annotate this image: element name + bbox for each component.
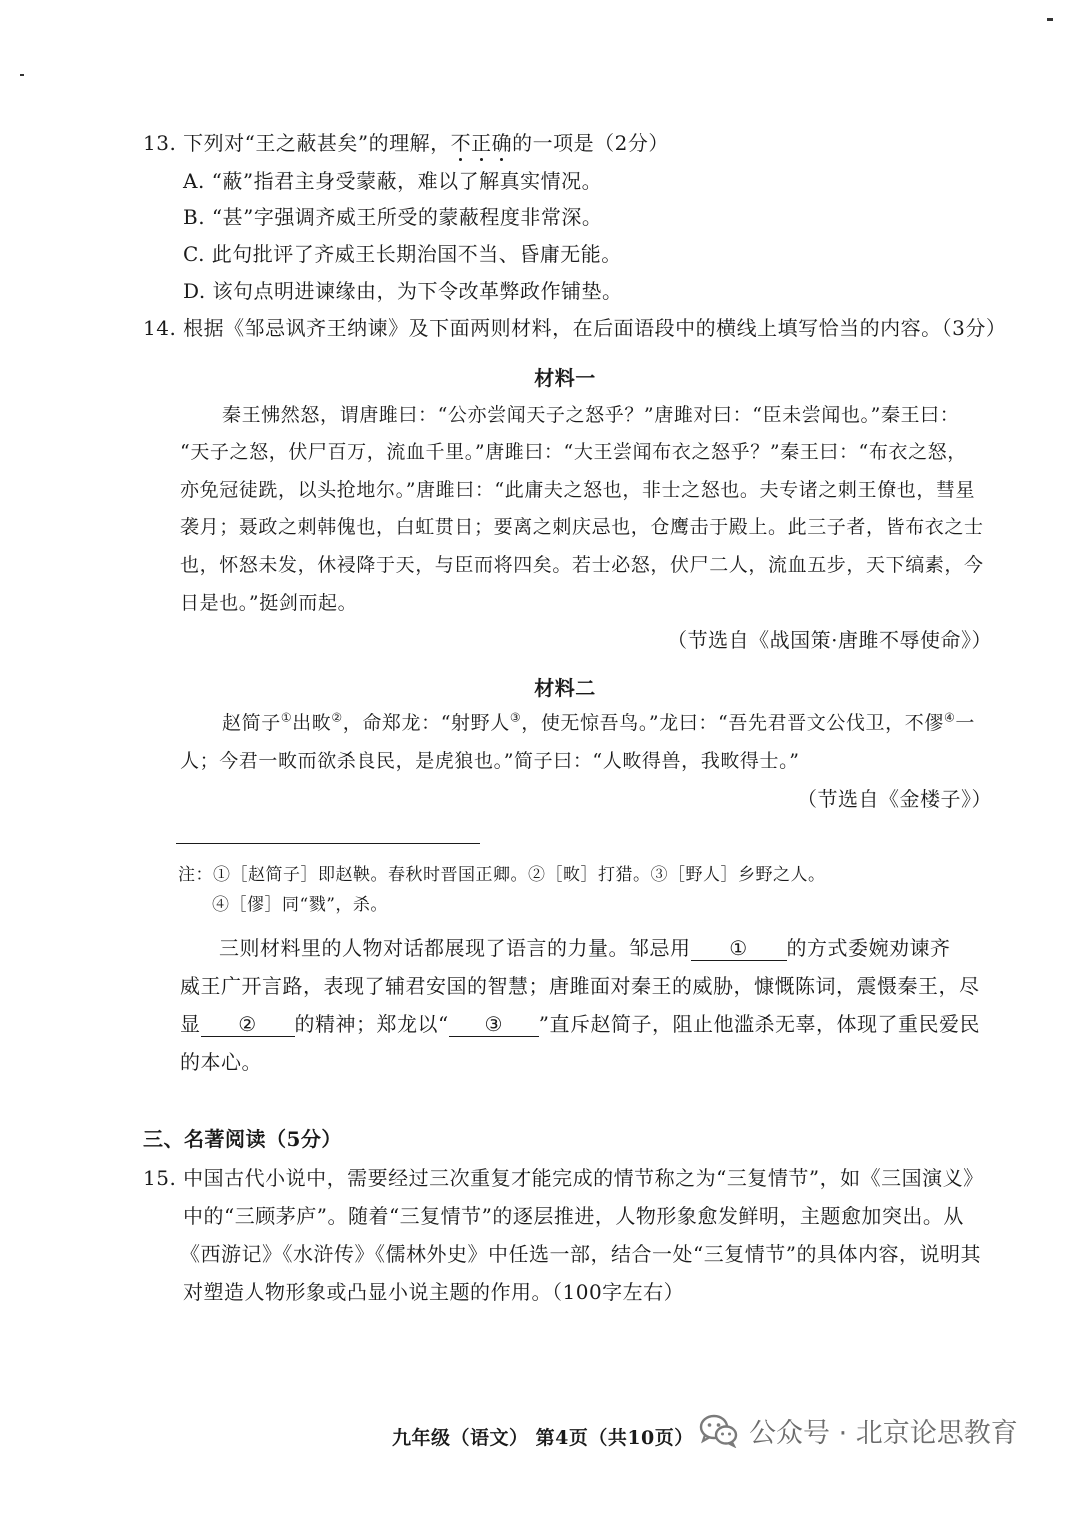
watermark <box>699 1411 1018 1450</box>
passage-text: 显 <box>180 1012 201 1036</box>
q15-number: 15. <box>143 1166 177 1190</box>
passage-line <box>219 932 951 961</box>
material1-line: 日是也。”挺剑而起。 <box>180 592 358 614</box>
q15-line: 《西游记》《水浒传》《儒林外史》中任选一部，结合一处“三复情节”的具体内容，说明其 <box>180 1242 981 1266</box>
answer-blank-1: ① <box>691 936 787 961</box>
material2-text: 出畋 <box>292 712 332 734</box>
material1-line: 秦王怫然怒，谓唐雎曰：“公亦尝闻天子之怒乎？”唐雎对曰：“臣未尝闻也。”秦王曰： <box>222 404 960 426</box>
material2-text: 一 <box>955 712 975 734</box>
q13-stem <box>143 127 669 156</box>
q13-number: 13. <box>143 131 177 155</box>
material2-line <box>222 708 975 735</box>
footnote-mark: ② <box>331 710 343 725</box>
q13-stem-after: 的一项是（2分） <box>512 131 669 155</box>
material2-text: ，使无惊吾鸟。”龙曰：“吾先君晋文公伐卫，不僇 <box>521 712 944 734</box>
watermark-text: 公众号 · 北京论思教育 <box>749 1418 1018 1449</box>
q13-stem-before: 下列对“王之蔽甚矣”的理解， <box>183 131 451 155</box>
footnote-mark: ③ <box>509 710 522 725</box>
material1-line: 袭月；聂政之刺韩傀也，白虹贯日；要离之刺庆忌也，仓鹰击于殿上。此三子者，皆布衣之士 <box>180 516 984 538</box>
emphasis-char: 确 <box>491 131 513 155</box>
section-heading: 三、名著阅读（5分） <box>143 1127 342 1151</box>
q13-option-b: B. “甚”字强调齐威王所受的蒙蔽程度非常深。 <box>183 205 603 229</box>
q15-text: 中国古代小说中，需要经过三次重复才能完成的情节称之为“三复情节”，如《三国演义》 <box>183 1166 984 1190</box>
q13-option-a: A. “蔽”指君主身受蒙蔽，难以了解真实情况。 <box>183 169 603 193</box>
wechat-icon <box>699 1414 739 1448</box>
footnote-line: 注：①［赵简子］即赵鞅。春秋时晋国正卿。②［畋］打猎。③［野人］乡野之人。 <box>178 865 826 885</box>
page-footer: 九年级（语文） 第4页（共10页） <box>392 1427 694 1449</box>
material2-title: 材料二 <box>534 676 596 700</box>
q13-option-c: C. 此句批评了齐威王长期治国不当、昏庸无能。 <box>183 242 622 266</box>
material1-line: 也，怀怒未发，休祲降于天，与臣而将四矣。若士必怒，伏尸二人，流血五步，天下缟素，今 <box>180 554 984 576</box>
material1-title: 材料一 <box>534 366 596 390</box>
passage-line: 的本心。 <box>180 1050 262 1074</box>
passage-line: 威王广开言路，表现了辅君安国的智慧；唐雎面对秦王的威胁，慷慨陈词，震慑秦王，尽 <box>180 974 980 998</box>
scan-speck <box>1047 18 1053 21</box>
footnote-mark: ① <box>280 710 293 725</box>
passage-text: 的精神；郑龙以“ <box>294 1012 449 1036</box>
emphasis-char: 不 <box>450 131 472 155</box>
footnote-mark: ④ <box>943 710 956 725</box>
passage-text: 的方式委婉劝谏齐 <box>786 936 951 960</box>
q15-line: 对塑造人物形象或凸显小说主题的作用。（100字左右） <box>183 1280 685 1304</box>
material2-line: 人；今君一畋而欲杀良民，是虎狼也。”简子曰：“人畋得兽，我畋得士。” <box>180 750 800 772</box>
q14-stem-text: 根据《邹忌讽齐王纳谏》及下面两则材料，在后面语段中的横线上填写恰当的内容。（3分） <box>183 316 1007 340</box>
q15-line: 中的“三顾茅庐”。随着“三复情节”的逐层推进，人物形象愈发鲜明，主题愈加突出。从 <box>183 1204 964 1228</box>
q14-stem <box>143 312 1006 341</box>
material2-text: 赵简子 <box>222 712 281 734</box>
passage-text: ”直斥赵简子，阻止他滥杀无辜，体现了重民爱民 <box>538 1012 980 1036</box>
footnote-divider <box>176 843 480 844</box>
material1-source: （节选自《战国策·唐雎不辱使命》） <box>667 628 992 652</box>
material2-source: （节选自《金楼子》） <box>797 787 992 811</box>
answer-blank-3: ③ <box>449 1012 539 1037</box>
emphasis-char: 正 <box>471 131 492 155</box>
material1-line: “天子之怒，伏尸百万，流血千里。”唐雎曰：“大王尝闻布衣之怒乎？”秦王曰：“布衣之怒， <box>180 441 967 463</box>
material2-text: ，命郑龙：“射野人 <box>342 712 510 734</box>
q13-option-d: D. 该句点明进谏缘由，为下令改革弊政作铺垫。 <box>183 279 623 303</box>
footnote-line: ④［僇］同“戮”，杀。 <box>212 895 388 915</box>
passage-text: 三则材料里的人物对话都展现了语言的力量。邹忌用 <box>219 936 691 960</box>
q14-number: 14. <box>143 316 177 340</box>
passage-line <box>180 1008 980 1037</box>
material1-line: 亦免冠徒跣，以头抢地尔。”唐雎曰：“此庸夫之怒也，非士之怒也。夫专诸之刺王僚也，彗星 <box>180 479 976 501</box>
q15-line <box>143 1162 984 1191</box>
answer-blank-2: ② <box>201 1012 295 1037</box>
scan-speck <box>20 74 24 76</box>
